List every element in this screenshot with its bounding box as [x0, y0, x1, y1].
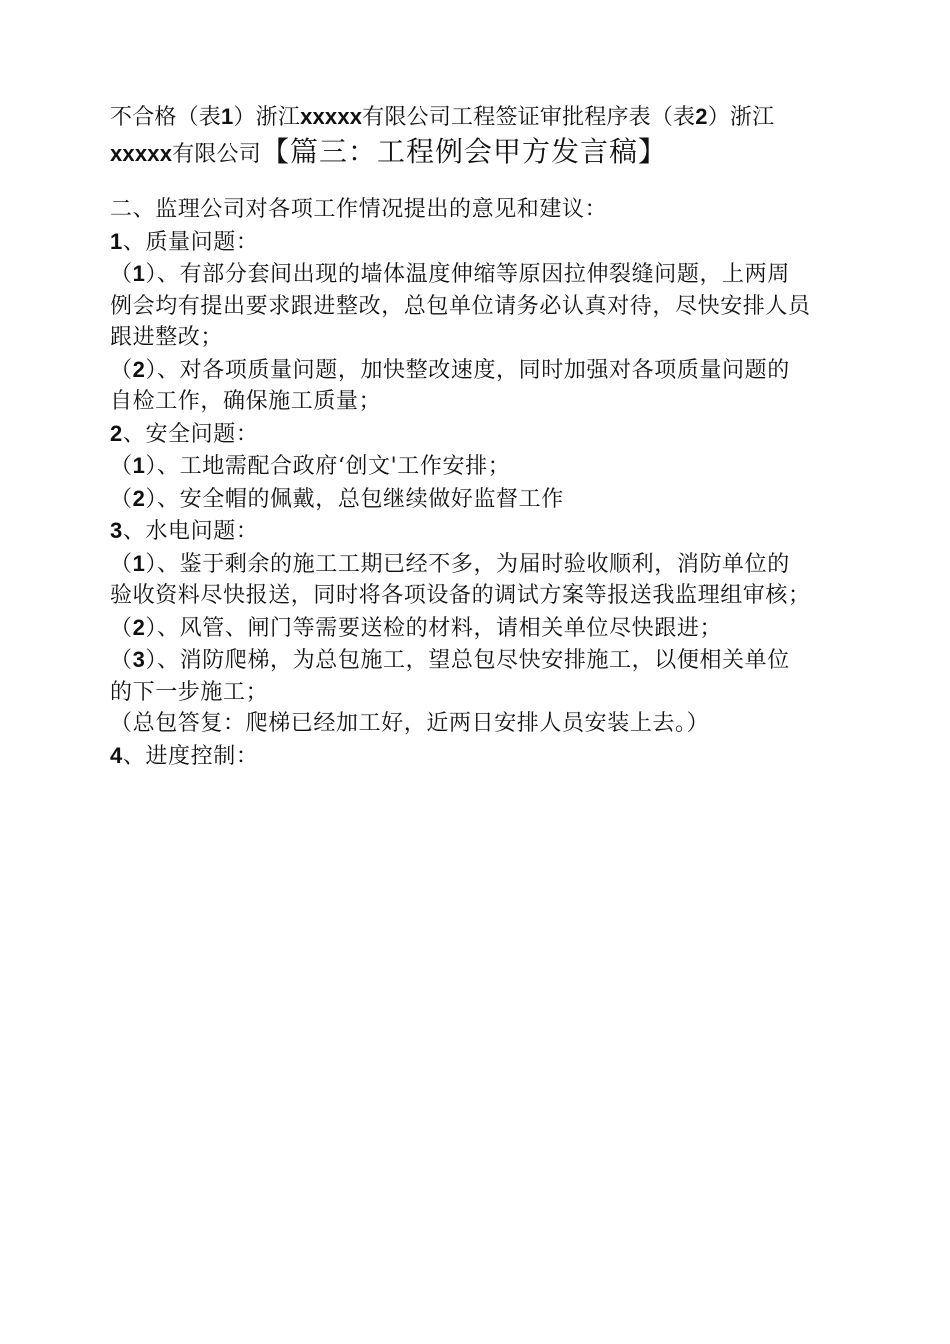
item-text: ）、工地需配合政府‘创文'工作安排；: [145, 454, 511, 479]
section-heading-quality: [110, 226, 850, 259]
paren: （: [110, 262, 133, 287]
paren: （: [110, 551, 133, 577]
list-item-line: 自检工作，确保施工质量；: [110, 389, 382, 414]
paren: （: [110, 486, 133, 512]
item-number: 2: [132, 356, 146, 382]
item-text: ）、安全帽的佩戴，总包继续做好监督工作: [145, 486, 564, 512]
paren: （: [110, 615, 133, 641]
list-item-line: [110, 354, 850, 387]
item-number: 1: [132, 550, 146, 576]
list-item-line: [110, 644, 850, 677]
list-item-line: 例会均有提出要求跟进整改，总包单位请务必认真对待，尽快安排人员: [110, 293, 811, 319]
list-item-line: 跟进整改；: [110, 325, 224, 350]
item-text: ）、消防爬梯，为总包施工，望总包尽快安排施工，以便相关单位: [145, 648, 790, 673]
section-title: 、水电问题：: [122, 519, 259, 544]
list-item-line: [110, 450, 850, 483]
item-text: ）、有部分套间出现的墙体温度伸缩等原因拉伸裂缝问题，上两周: [145, 262, 790, 287]
company-placeholder: xxxxx: [110, 141, 173, 166]
header-line-1: [110, 100, 850, 135]
table-number: 1: [221, 104, 234, 129]
list-item-line: [110, 612, 850, 645]
section-heading-safety: [110, 418, 850, 451]
item-number: 3: [132, 647, 146, 672]
item-number: 1: [132, 453, 146, 478]
header-text: 有限公司工程签证审批程序表（表: [362, 105, 696, 130]
section-title: 、质量问题：: [122, 229, 259, 255]
section-heading-utilities: [110, 515, 850, 548]
section-number: 2: [110, 420, 123, 446]
item-text: ）、对各项质量问题，加快整改速度，同时加强对各项质量问题的: [145, 357, 790, 383]
company-placeholder: xxxxx: [300, 104, 363, 129]
header-text: 不合格（表: [110, 105, 222, 130]
list-item-line: [110, 548, 850, 581]
paren: （: [110, 648, 133, 673]
document-content: [110, 100, 850, 772]
header-text: ）浙江: [233, 105, 301, 130]
header-text: 有限公司: [172, 142, 261, 167]
list-item-line: 的下一步施工；: [110, 679, 269, 705]
document-title: 【篇三：工程例会甲方发言稿】: [261, 135, 668, 168]
header-line-2: [110, 135, 850, 172]
paren: （: [110, 454, 133, 479]
contractor-reply: （总包答复：爬梯已经加工好，近两日安排人员安装上去。）: [110, 711, 710, 736]
table-number: 2: [695, 104, 708, 129]
item-number: 1: [132, 261, 146, 286]
header-text: ）浙江: [707, 105, 775, 130]
section-heading-progress: [110, 740, 850, 773]
section-number: 3: [110, 518, 123, 543]
item-text: ）、鉴于剩余的施工工期已经不多，为届时验收顺利，消防单位的: [145, 551, 790, 577]
section-number: 4: [110, 742, 123, 768]
section-title: 、安全问题：: [122, 421, 259, 447]
intro-line: 二、监理公司对各项工作情况提出的意见和建议：: [110, 197, 608, 222]
section-number: 1: [110, 228, 123, 254]
section-title: 、进度控制：: [122, 743, 259, 769]
list-item-line: [110, 483, 850, 516]
item-number: 2: [132, 485, 146, 511]
paren: （: [110, 357, 133, 383]
item-text: ）、风管、闸门等需要送检的材料，请相关单位尽快跟进；: [145, 615, 723, 641]
item-number: 2: [132, 614, 146, 640]
spacer: [110, 172, 850, 194]
list-item-line: [110, 258, 850, 291]
list-item-line: 验收资料尽快报送，同时将各项设备的调试方案等报送我监理组审核；: [110, 583, 811, 608]
